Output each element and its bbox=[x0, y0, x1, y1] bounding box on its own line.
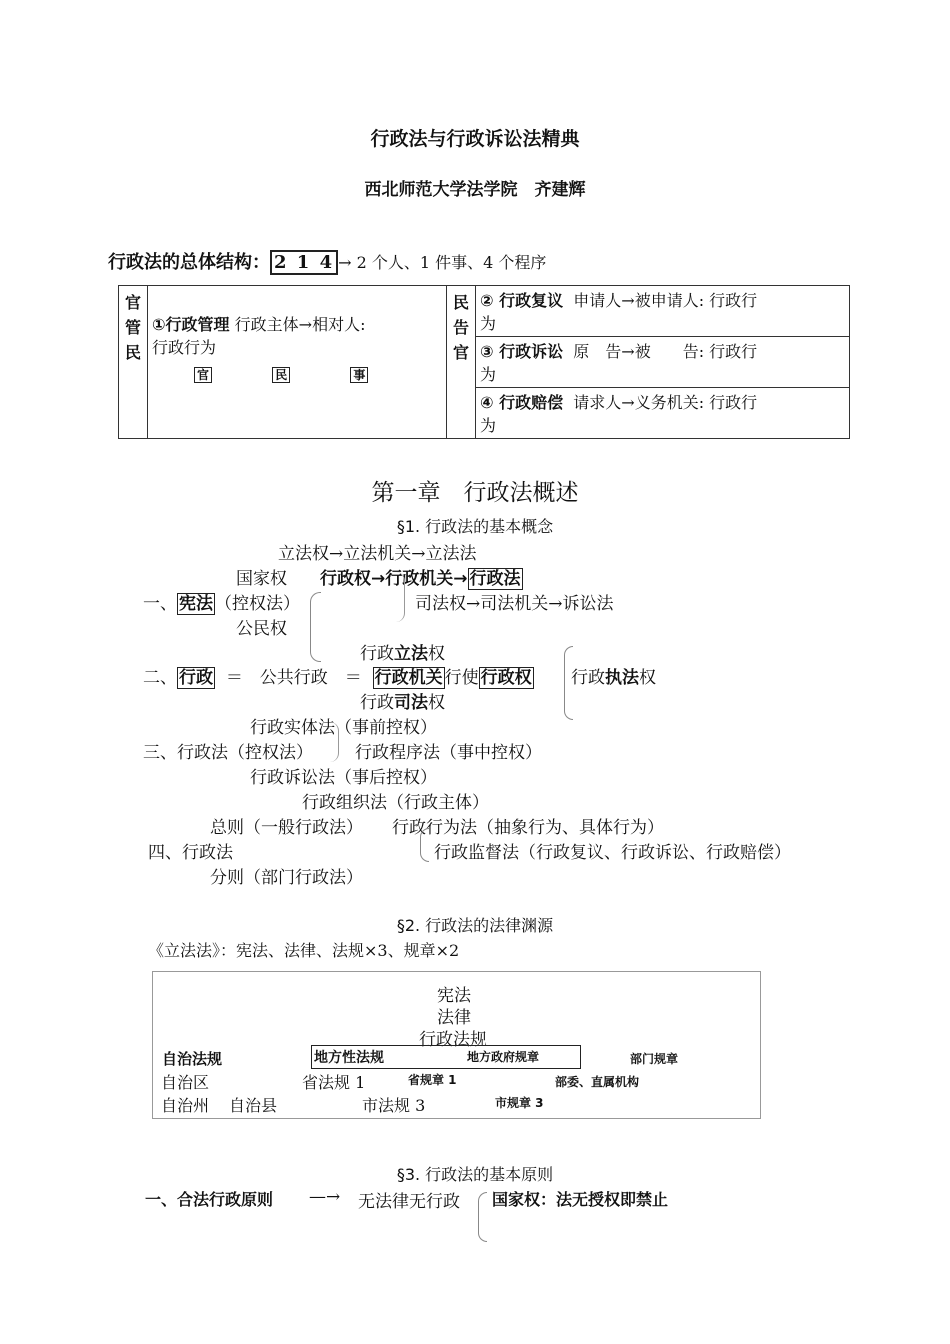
document-author: 西北师范大学法学院 齐建辉 bbox=[364, 180, 586, 200]
procedural-law: 行政程序法（事中控权） bbox=[355, 743, 542, 763]
box-shi: 事 bbox=[350, 367, 368, 383]
judicial-chain: 司法权→司法机关→诉讼法 bbox=[415, 594, 614, 614]
special-provisions: 分则（部门行政法） bbox=[210, 868, 363, 888]
legislation-law-line: 《立法法》：宪法、法律、法规×3、规章×2 bbox=[148, 941, 460, 960]
legislative-chain: 立法权→立法机关→立法法 bbox=[278, 544, 477, 564]
overview-table bbox=[118, 285, 850, 439]
item1-desc: 行政主体→相对人: bbox=[234, 315, 366, 334]
admin-legislative-power: 行政立法权 bbox=[360, 644, 445, 664]
source-local-regulations: 地方性法规 bbox=[314, 1050, 384, 1066]
admin-judicial-power: 行政司法权 bbox=[360, 693, 445, 713]
source-ministries: 部委、直属机构 bbox=[555, 1075, 640, 1089]
substantive-law: 行政实体法（事前控权） bbox=[250, 718, 437, 738]
brace-principle bbox=[478, 1192, 487, 1242]
organization-law: 行政组织法（行政主体） bbox=[302, 793, 489, 813]
principle-arrow: —→ bbox=[309, 1187, 341, 1207]
behavior-law: 行政行为法（抽象行为、具体行为） bbox=[392, 818, 664, 838]
principle-legality: 一、合法行政原则 bbox=[145, 1190, 274, 1209]
structure-line bbox=[108, 248, 546, 274]
source-autonomous-regulations: 自治法规 bbox=[162, 1050, 223, 1068]
admin-enforcement-power: 行政执法权 bbox=[571, 668, 656, 688]
administrative-chain: 行政权→行政机关→ 行政法 bbox=[320, 569, 521, 589]
source-autonomous-county: 自治县 bbox=[229, 1096, 278, 1115]
source-city-rules: 市规章 3 bbox=[495, 1096, 544, 1110]
source-province-regulations: 省法规 1 bbox=[302, 1073, 366, 1092]
source-constitution: 宪法 bbox=[437, 986, 471, 1006]
section-1-heading: §1. 行政法的基本概念 bbox=[396, 517, 554, 536]
part2-line: 二、 行政 ＝ 公共行政 ＝ 行政机关 行使 行政权 bbox=[143, 668, 532, 688]
item-admin-review: ② 行政复议 申请人→被申请人: 行政行 为 bbox=[476, 286, 850, 337]
part1-line: 一、 宪法 （控权法） bbox=[143, 594, 300, 614]
structure-desc: → 2 个人、1 件事、4 个程序 bbox=[338, 253, 547, 272]
brace-power-branches bbox=[396, 572, 405, 622]
source-local-gov-rules: 地方政府规章 bbox=[467, 1050, 540, 1064]
document-title: 行政法与行政诉讼法精典 bbox=[370, 128, 580, 150]
general-provisions: 总则（一般行政法） bbox=[210, 818, 363, 838]
structure-code: 2 1 4 bbox=[270, 250, 338, 275]
box-guan: 官 bbox=[194, 367, 212, 383]
source-province-rules: 省规章 1 bbox=[408, 1073, 457, 1087]
part3-lead: 三、行政法（控权法） bbox=[143, 743, 313, 763]
brace-state-citizen bbox=[310, 592, 321, 662]
litigation-law: 行政诉讼法（事后控权） bbox=[250, 768, 437, 788]
source-autonomous-region: 自治区 bbox=[161, 1073, 210, 1092]
section-3-heading: §3. 行政法的基本原则 bbox=[396, 1165, 554, 1184]
box-min: 民 bbox=[272, 367, 290, 383]
source-department-rules: 部门规章 bbox=[630, 1052, 679, 1066]
chapter-title: 第一章 行政法概述 bbox=[371, 480, 579, 506]
citizen-power-label: 公民权 bbox=[236, 619, 287, 639]
source-admin-regulations: 行政法规 bbox=[419, 1030, 487, 1050]
left-vertical-label: 官 管 民 bbox=[119, 286, 148, 439]
brace-part4 bbox=[420, 828, 429, 862]
source-city-regulations: 市法规 3 bbox=[362, 1096, 426, 1115]
source-law: 法律 bbox=[437, 1008, 471, 1028]
state-power-label: 国家权 bbox=[236, 569, 287, 589]
state-power-rule: 国家权：法无授权即禁止 bbox=[492, 1190, 669, 1209]
supervision-law: 行政监督法（行政复议、行政诉讼、行政赔偿） bbox=[434, 843, 791, 863]
part4-lead: 四、行政法 bbox=[148, 843, 233, 863]
brace-part3 bbox=[330, 722, 339, 762]
right-vertical-label: 民 告 官 bbox=[447, 286, 476, 439]
item-admin-compensation: ④ 行政赔偿 请求人→义务机关: 行政行 为 bbox=[476, 388, 850, 439]
item-admin-litigation: ③ 行政诉讼 原 告→被 告: 行政行 为 bbox=[476, 337, 850, 388]
item1-title: ①行政管理 bbox=[152, 315, 230, 334]
source-autonomous-prefecture: 自治州 bbox=[161, 1096, 210, 1115]
section-2-heading: §2. 行政法的法律渊源 bbox=[396, 916, 554, 935]
structure-label: 行政法的总体结构： bbox=[108, 252, 270, 273]
source-local-group bbox=[311, 1045, 581, 1069]
no-law-no-admin: 无法律无行政 bbox=[358, 1192, 460, 1212]
item-admin-management bbox=[148, 286, 447, 439]
item1-desc2: 行政行为 bbox=[152, 338, 217, 357]
